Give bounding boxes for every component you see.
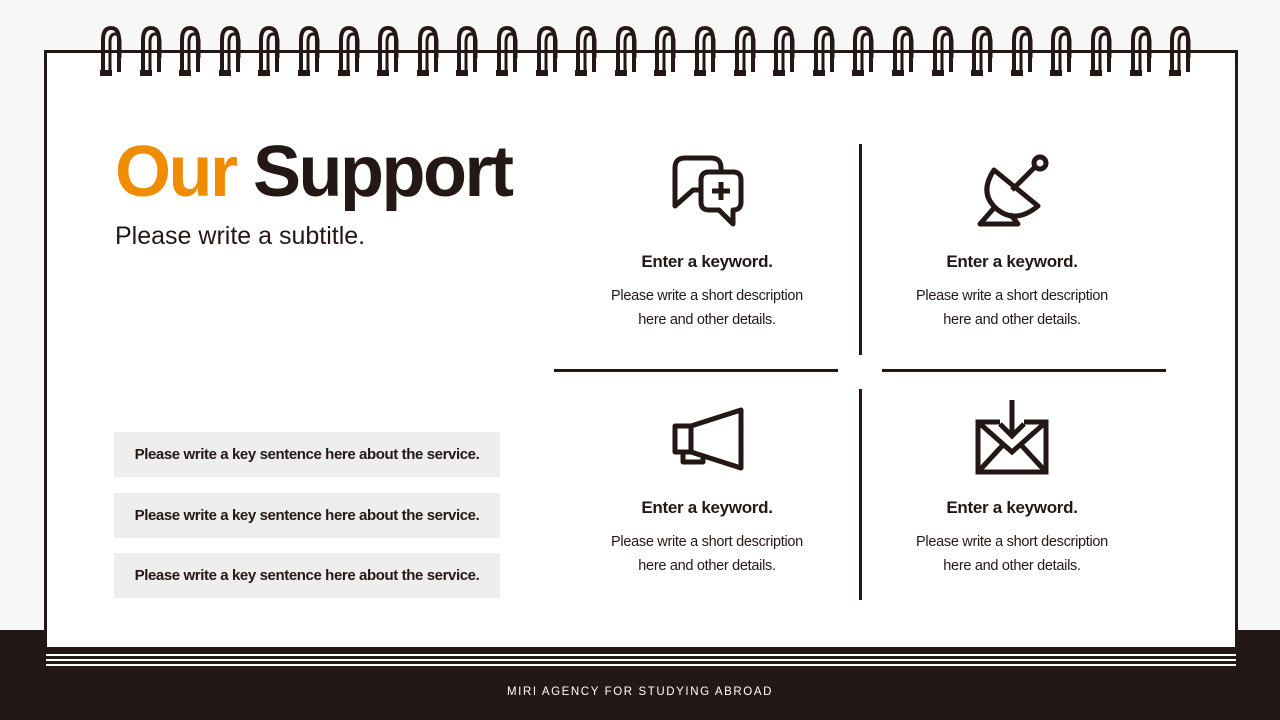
page-edge [46, 654, 1236, 656]
key-sentence-box: Please write a key sentence here about the service. [114, 493, 500, 538]
binding-ring [1127, 22, 1157, 82]
binding-ring [810, 22, 840, 82]
card-description-line: here and other details. [638, 312, 776, 328]
binding-ring [572, 22, 602, 82]
page-edge [46, 659, 1236, 661]
card-keyword: Enter a keyword. [946, 498, 1078, 517]
binding-ring [137, 22, 167, 82]
mail-download-icon [972, 396, 1052, 476]
binding-ring [255, 22, 285, 82]
binding-ring [414, 22, 444, 82]
binding-ring [97, 22, 127, 82]
chat-plus-icon [667, 150, 747, 230]
card-description [567, 284, 847, 332]
binding-ring [731, 22, 761, 82]
binding-ring [691, 22, 721, 82]
satellite-dish-icon [972, 150, 1052, 230]
horizontal-divider [882, 369, 1166, 372]
title-main: Support [253, 132, 512, 212]
binding-ring [1008, 22, 1038, 82]
binding-ring [651, 22, 681, 82]
binding-ring [929, 22, 959, 82]
footer-text: MIRI AGENCY FOR STUDYING ABROAD [506, 686, 773, 698]
card-description-line: Please write a short description [916, 288, 1108, 304]
support-card [567, 396, 847, 578]
support-card [872, 150, 1152, 332]
support-card [872, 396, 1152, 578]
card-keyword: Enter a keyword. [946, 252, 1078, 271]
binding-ring [770, 22, 800, 82]
binding-ring [493, 22, 523, 82]
binding-ring [216, 22, 246, 82]
spiral-binding [0, 22, 1280, 82]
key-sentence-box: Please write a key sentence here about the service. [114, 432, 500, 477]
support-card [567, 150, 847, 332]
page-subtitle: Please write a subtitle. [115, 222, 366, 250]
key-sentence-box: Please write a key sentence here about the service. [114, 553, 500, 598]
vertical-divider [859, 144, 862, 355]
binding-ring [889, 22, 919, 82]
card-description [872, 284, 1152, 332]
binding-ring [176, 22, 206, 82]
binding-ring [335, 22, 365, 82]
card-description [567, 530, 847, 578]
binding-ring [968, 22, 998, 82]
card-keyword: Enter a keyword. [641, 252, 773, 271]
binding-ring [1087, 22, 1117, 82]
megaphone-icon [667, 396, 747, 476]
card-description-line: Please write a short description [916, 534, 1108, 550]
horizontal-divider [554, 369, 838, 372]
binding-ring [1166, 22, 1196, 82]
binding-ring [453, 22, 483, 82]
card-description-line: here and other details. [943, 558, 1081, 574]
page-edge [46, 664, 1236, 666]
binding-ring [1047, 22, 1077, 82]
binding-ring [612, 22, 642, 82]
vertical-divider [859, 389, 862, 600]
binding-ring [533, 22, 563, 82]
card-description [872, 530, 1152, 578]
card-keyword: Enter a keyword. [641, 498, 773, 517]
binding-ring [374, 22, 404, 82]
card-description-line: here and other details. [638, 558, 776, 574]
card-description-line: Please write a short description [611, 534, 803, 550]
binding-ring [295, 22, 325, 82]
binding-ring [849, 22, 879, 82]
title-accent: Our [115, 132, 236, 212]
card-description-line: here and other details. [943, 312, 1081, 328]
card-description-line: Please write a short description [611, 288, 803, 304]
page-title [115, 132, 512, 212]
